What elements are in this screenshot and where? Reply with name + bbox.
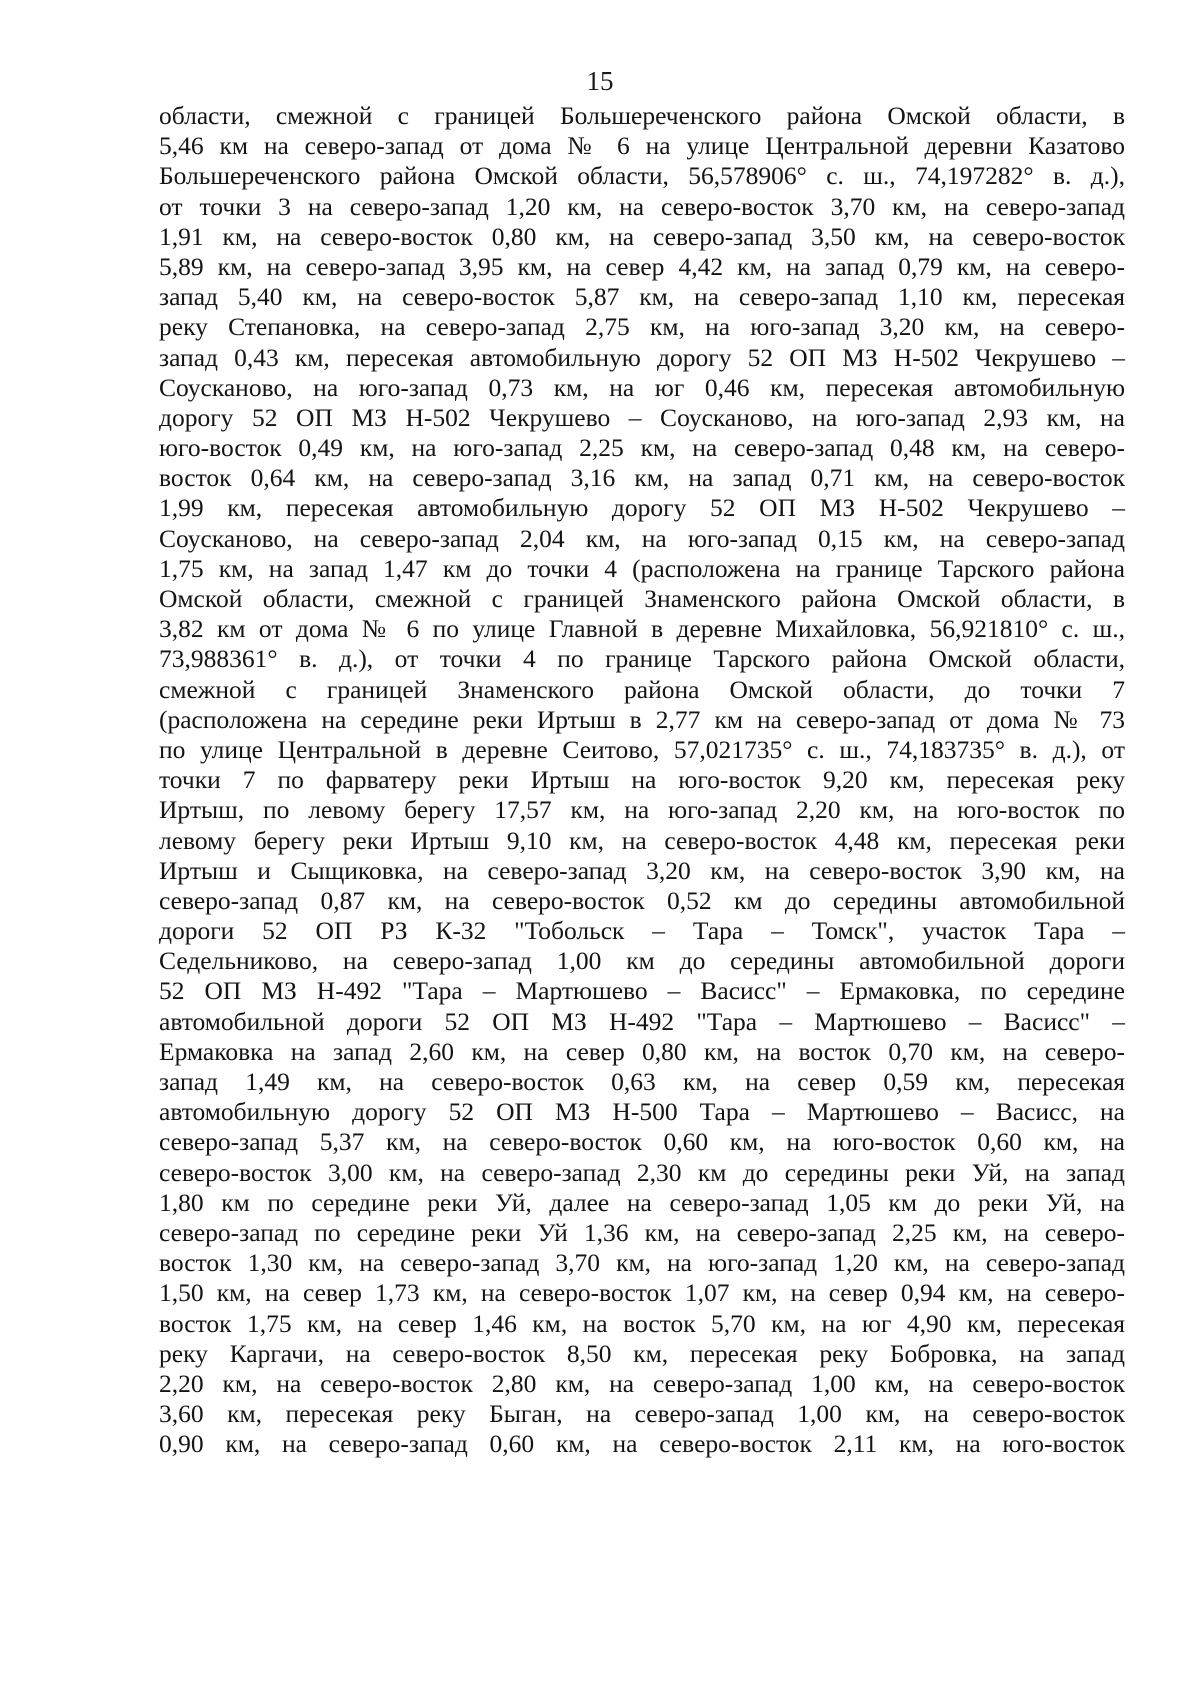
text-line: автомобильной дороги 52 ОП МЗ Н-492 "Тара – Мартюшево – Васисс" – [159, 1006, 1125, 1036]
text-line: 73,988361° в. д.), от точки 4 по границе Тарского района Омской области, [159, 644, 1125, 674]
text-line: восток 1,30 км, на северо-запад 3,70 км, на юго-запад 1,20 км, на северо-запад [159, 1248, 1125, 1278]
text-line: северо-запад 5,37 км, на северо-восток 0,60 км, на юго-восток 0,60 км, на [159, 1127, 1125, 1157]
text-line: смежной с границей Знаменского района Омской области, до точки 7 [159, 674, 1125, 704]
text-line: восток 1,75 км, на север 1,46 км, на восток 5,70 км, на юг 4,90 км, пересекая [159, 1308, 1125, 1338]
text-line: северо-восток 3,00 км, на северо-запад 2,30 км до середины реки Уй, на запад [159, 1157, 1125, 1187]
text-line: 3,60 км, пересекая реку Быган, на северо-запад 1,00 км, на северо-восток [159, 1399, 1125, 1429]
text-line: (расположена на середине реки Иртыш в 2,77 км на северо-запад от дома № 73 [159, 704, 1125, 734]
text-line: по улице Центральной в деревне Сеитово, 57,021735° с. ш., 74,183735° в. д.), от [159, 734, 1125, 764]
text-line: Соусканово, на юго-запад 0,73 км, на юг 0,46 км, пересекая автомобильную [159, 372, 1125, 402]
text-line: запад 0,43 км, пересекая автомобильную дорогу 52 ОП МЗ Н-502 Чекрушево – [159, 342, 1125, 372]
text-line: 5,89 км, на северо-запад 3,95 км, на север 4,42 км, на запад 0,79 км, на северо- [159, 251, 1125, 281]
text-line: Седельниково, на северо-запад 1,00 км до середины автомобильной дороги [159, 946, 1125, 976]
text-line: Омской области, смежной с границей Знаменского района Омской области, в [159, 584, 1125, 613]
text-line: юго-восток 0,49 км, на юго-запад 2,25 км, на северо-запад 0,48 км, на северо- [159, 433, 1125, 463]
text-line: Большереченского района Омской области, 56,578906° с. ш., 74,197282° в. д.), [159, 161, 1125, 191]
text-line: 1,99 км, пересекая автомобильную дорогу 52 ОП МЗ Н-502 Чекрушево – [159, 493, 1125, 523]
text-line: Иртыш, по левому берегу 17,57 км, на юго-запад 2,20 км, на юго-восток по [159, 795, 1125, 825]
text-line: 1,50 км, на север 1,73 км, на северо-восток 1,07 км, на север 0,94 км, на северо- [159, 1278, 1125, 1308]
text-line: от точки 3 на северо-запад 1,20 км, на северо-восток 3,70 км, на северо-запад [159, 191, 1125, 221]
text-line: 3,82 км от дома № 6 по улице Главной в деревне Михайловка, 56,921810° с. ш., [159, 614, 1125, 644]
text-line: северо-запад 0,87 км, на северо-восток 0,52 км до середины автомобильной [159, 885, 1125, 915]
text-line: автомобильную дорогу 52 ОП МЗ Н-500 Тара – Мартюшево – Васисс, на [159, 1097, 1125, 1127]
text-line: дорогу 52 ОП МЗ Н-502 Чекрушево – Соусканово, на юго-запад 2,93 км, на [159, 402, 1125, 432]
text-line: 2,20 км, на северо-восток 2,80 км, на северо-запад 1,00 км, на северо-восток [159, 1368, 1125, 1398]
text-line: запад 5,40 км, на северо-восток 5,87 км, на северо-запад 1,10 км, пересекая [159, 282, 1125, 312]
text-line: точки 7 по фарватеру реки Иртыш на юго-восток 9,20 км, пересекая реку [159, 765, 1125, 795]
text-line: области, смежной с границей Большереченского района Омской области, в [159, 101, 1125, 130]
text-line: запад 1,49 км, на северо-восток 0,63 км, на север 0,59 км, пересекая [159, 1067, 1125, 1096]
text-line: левому берегу реки Иртыш 9,10 км, на северо-восток 4,48 км, пересекая реки [159, 825, 1125, 855]
text-line: дороги 52 ОП РЗ К-32 "Тобольск – Тара – Томск", участок Тара – [159, 916, 1125, 946]
text-line: Иртыш и Сыщиковка, на северо-запад 3,20 км, на северо-восток 3,90 км, на [159, 855, 1125, 885]
text-line: Ермаковка на запад 2,60 км, на север 0,80 км, на восток 0,70 км, на северо- [159, 1036, 1125, 1066]
text-line: Соусканово, на северо-запад 2,04 км, на юго-запад 0,15 км, на северо-запад [159, 523, 1125, 553]
text-line: северо-запад по середине реки Уй 1,36 км, на северо-запад 2,25 км, на северо- [159, 1217, 1125, 1247]
text-line: 1,91 км, на северо-восток 0,80 км, на северо-запад 3,50 км, на северо-восток [159, 221, 1125, 251]
text-line: 52 ОП МЗ Н-492 "Тара – Мартюшево – Васисс" – Ермаковка, по середине [159, 976, 1125, 1006]
text-line: восток 0,64 км, на северо-запад 3,16 км, на запад 0,71 км, на северо-восток [159, 463, 1125, 493]
text-line: 0,90 км, на северо-запад 0,60 км, на северо-восток 2,11 км, на юго-восток [159, 1429, 1125, 1459]
text-line: реку Степановка, на северо-запад 2,75 км, на юго-запад 3,20 км, на северо- [159, 312, 1125, 342]
text-line: 1,75 км, на запад 1,47 км до точки 4 (расположена на границе Тарского района [159, 553, 1125, 583]
text-line: реку Каргачи, на северо-восток 8,50 км, пересекая реку Бобровка, на запад [159, 1338, 1125, 1368]
body-text [159, 101, 1125, 1459]
text-line: 5,46 км на северо-запад от дома № 6 на улице Центральной деревни Казатово [159, 131, 1125, 161]
page-number: 15 [586, 66, 614, 96]
text-line: 1,80 км по середине реки Уй, далее на северо-запад 1,05 км до реки Уй, на [159, 1187, 1125, 1217]
